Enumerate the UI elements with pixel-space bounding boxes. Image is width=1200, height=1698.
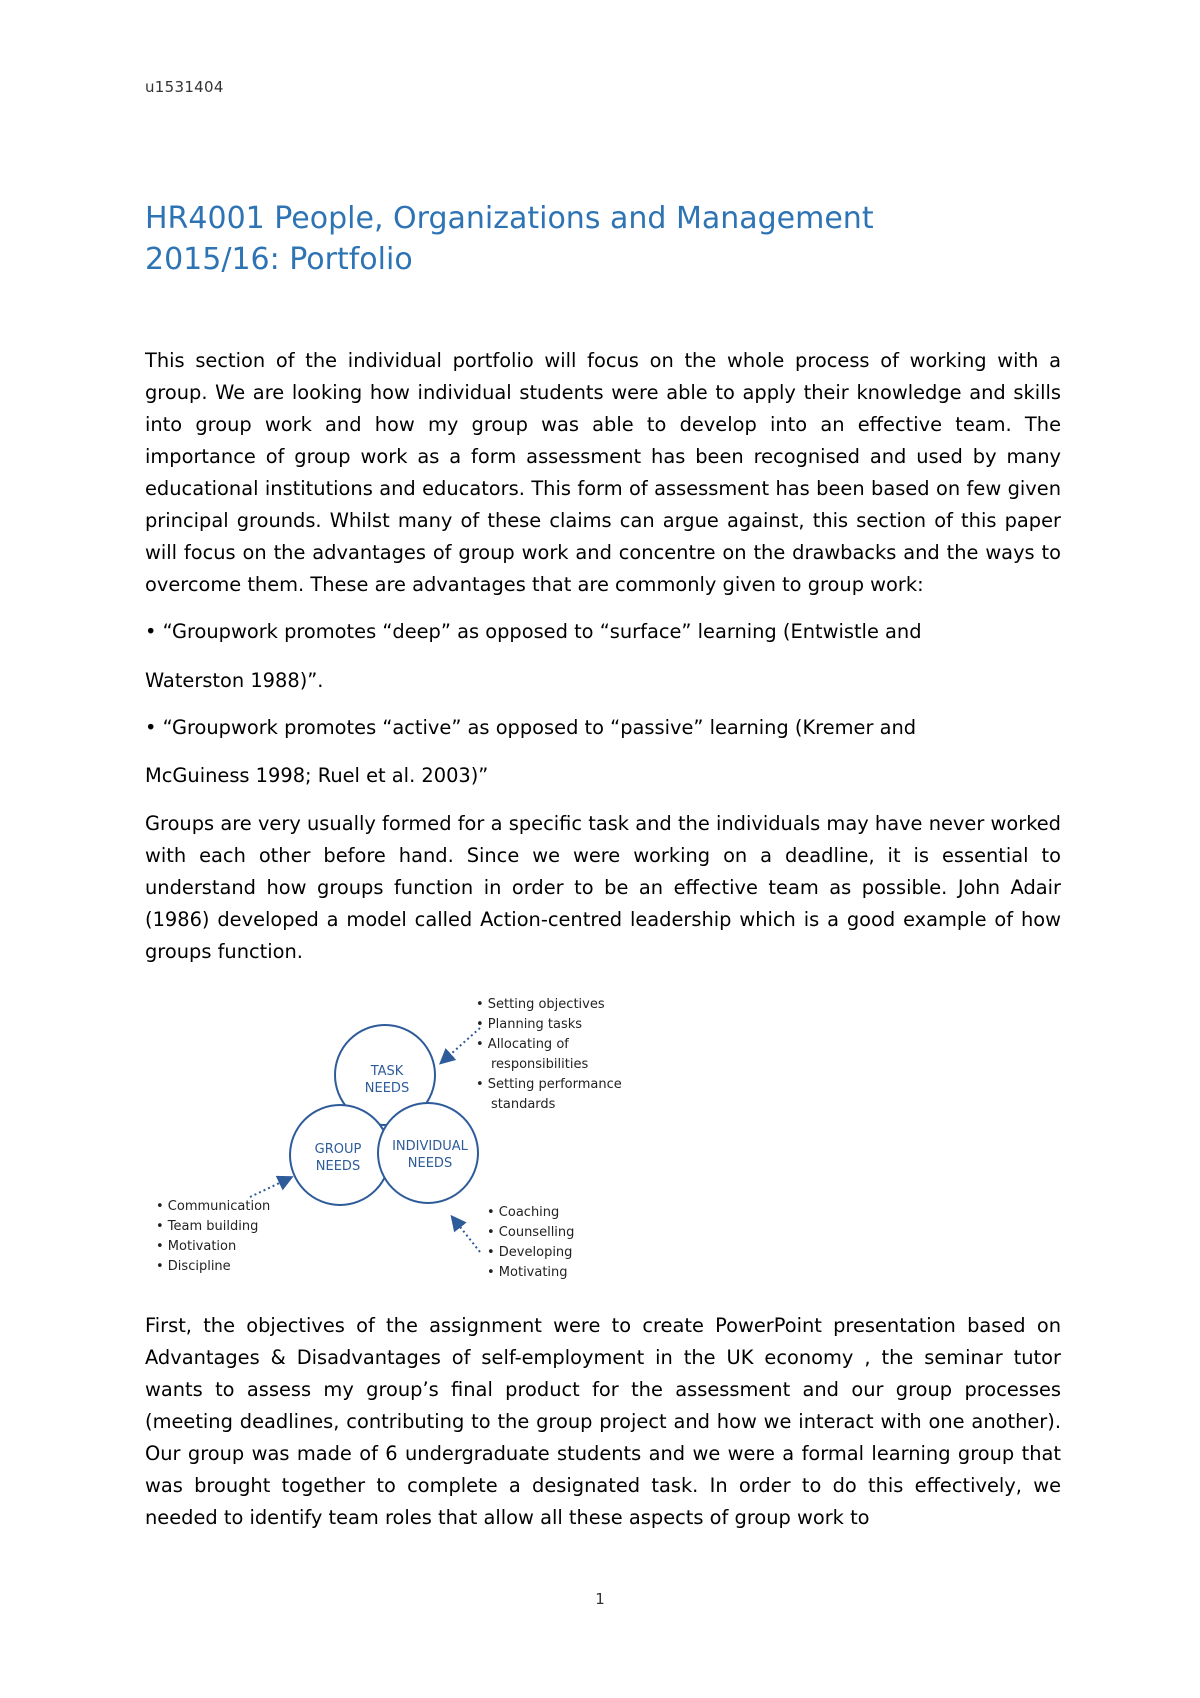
task-arrow <box>442 1028 480 1062</box>
student-id: u1531404 <box>145 78 224 96</box>
individual-item: • Counselling <box>487 1225 575 1240</box>
page-number: 1 <box>595 1590 605 1608</box>
individual-item: • Coaching <box>487 1205 560 1220</box>
group-item: • Team building <box>156 1219 259 1234</box>
individual-needs-label-2: NEEDS <box>407 1156 453 1171</box>
bullet-deep-learning-citation: Waterston 1988)”. <box>145 669 324 692</box>
group-arrow <box>250 1178 290 1197</box>
group-needs-label-1: GROUP <box>314 1142 362 1157</box>
groups-paragraph: Groups are very usually formed for a specific task and the individuals may have never worked with each other before hand. Since we were working on a deadline, it is essential to understand how groups function in order to be an effective team as possible. John Adair (1986) developed a model called Action-centred leadership which is a good example of how groups function. <box>145 812 1061 963</box>
task-item: • Setting performance <box>476 1077 622 1092</box>
task-needs-label-1: TASK <box>370 1064 404 1079</box>
group-item: • Discipline <box>156 1259 231 1274</box>
individual-item: • Motivating <box>487 1265 568 1280</box>
task-needs-label-2: NEEDS <box>364 1081 410 1096</box>
individual-item: • Developing <box>487 1245 573 1260</box>
group-item: • Motivation <box>156 1239 237 1254</box>
task-item: • Allocating of <box>476 1037 569 1052</box>
title-line-1: HR4001 People, Organizations and Management <box>145 201 874 236</box>
bullet-active-learning-citation: McGuiness 1998; Ruel et al. 2003)” <box>145 764 489 787</box>
task-item: standards <box>491 1097 556 1112</box>
bullet-deep-learning: • “Groupwork promotes “deep” as opposed to “surface” learning (Entwistle and <box>145 620 922 643</box>
action-centred-leadership-diagram <box>150 990 630 1290</box>
task-item: • Planning tasks <box>476 1017 583 1032</box>
task-item: responsibilities <box>491 1057 589 1072</box>
group-item: • Communication <box>156 1199 271 1214</box>
bullet-active-learning: • “Groupwork promotes “active” as opposed to “passive” learning (Kremer and <box>145 716 917 739</box>
title-line-2: 2015/16: Portfolio <box>145 242 413 277</box>
group-needs-label-2: NEEDS <box>315 1159 361 1174</box>
objectives-paragraph: First, the objectives of the assignment were to create PowerPoint presentation based on Advantages & Disadvantages of self-employment in the UK economy , the seminar tutor wants to assess my group’s final product for the assessment and our group processes (meeting deadlines, contributing to the group project and how we interact with one another). Our group was made of 6 undergraduate students and we were a formal learning group that was brought together to complete a designated task. In order to do this effectively, we needed to identify team roles that allow all these aspects of group work to <box>145 1314 1061 1529</box>
individual-arrow <box>453 1218 480 1252</box>
task-item: • Setting objectives <box>476 997 605 1012</box>
intro-paragraph: This section of the individual portfolio will focus on the whole process of working with a group. We are looking how individual students were able to apply their knowledge and skills into group work and how my group was able to develop into an effective team. The importance of group work as a form assessment has been recognised and used by many educational institutions and educators. This form of assessment has been based on few given principal grounds. Whilst many of these claims can argue against, this section of this paper will focus on the advantages of group work and concentre on the drawbacks and the ways to overcome them. These are advantages that are commonly given to group work: <box>145 349 1061 596</box>
individual-needs-label-1: INDIVIDUAL <box>392 1139 468 1154</box>
page-title <box>145 198 1045 280</box>
